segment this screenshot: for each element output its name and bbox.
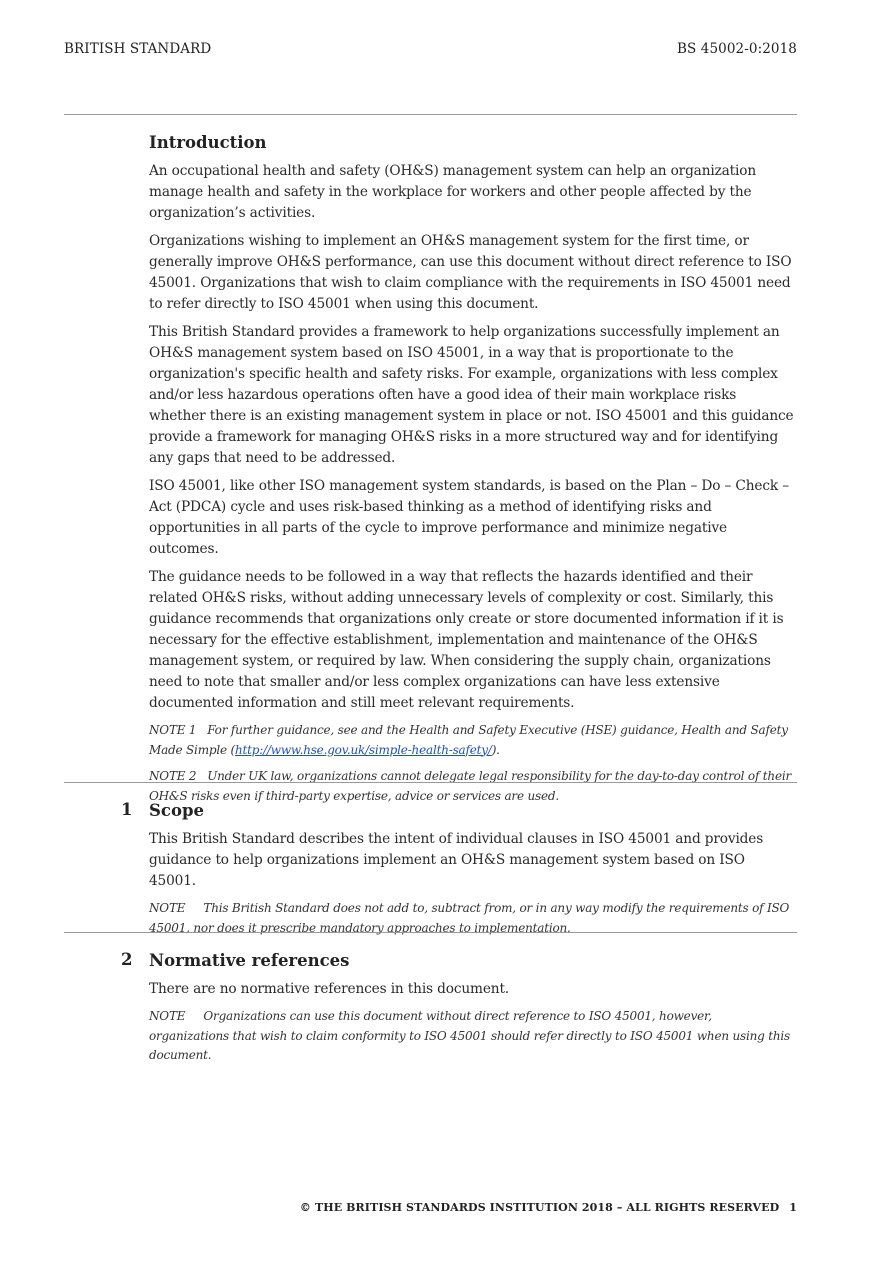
header-document-number: BS 45002-0:2018 xyxy=(677,41,797,57)
note-2-label: NOTE 2 xyxy=(149,769,197,783)
normative-title: Normative references xyxy=(149,951,350,970)
introduction-paragraph-1: An occupational health and safety (OH&S) management system can help an organization manage health and safety in the workplace for workers and other people affected by the organization’s activities. xyxy=(149,163,756,221)
note-1-text-end: ). xyxy=(491,742,500,757)
scope-section xyxy=(64,800,797,945)
introduction-paragraph-3: This British Standard provides a framework to help organizations successfully implement an OH&S management system based on ISO 45001, in a way that is proportionate to the organization's specific health and safety risks. For example, organizations with less complex and/or less hazardous operations often have a good idea of their main workplace risks whether there is an existing management system in place or not. ISO 45001 and this guidance provide a framework for managing OH&S risks in a more structured way and for identifying any gaps that need to be addressed. xyxy=(149,324,794,466)
top-divider xyxy=(64,114,797,115)
introduction-title: Introduction xyxy=(149,133,267,152)
page-header xyxy=(64,41,797,61)
header-standard-label: BRITISH STANDARD xyxy=(64,41,212,57)
hse-guidance-link[interactable]: http://www.hse.gov.uk/simple-health-safety/ xyxy=(235,742,492,757)
note-2-text: Under UK law, organizations cannot delegate legal responsibility for the day-to-day control of their OH&S risks even if third-party expertise, advice or services are used. xyxy=(149,769,792,803)
normative-paragraph: There are no normative references in this document. xyxy=(149,981,510,997)
normative-note-label: NOTE xyxy=(149,1009,186,1023)
scope-paragraph: This British Standard describes the intent of individual clauses in ISO 45001 and provides guidance to help organizations implement an OH&S management system based on ISO 45001. xyxy=(149,831,764,889)
normative-note-text: Organizations can use this document without direct reference to ISO 45001, however, organizations that wish to claim conformity to ISO 45001 should refer directly to ISO 45001 when using this document. xyxy=(149,1009,790,1062)
introduction-section xyxy=(64,132,797,813)
normative-references-section xyxy=(64,950,797,1073)
page-number: 1 xyxy=(789,1201,797,1214)
note-1-label: NOTE 1 xyxy=(149,723,197,737)
introduction-paragraph-5: The guidance needs to be followed in a way that reflects the hazards identified and their related OH&S risks, without adding unnecessary levels of complexity or cost. Similarly, this guidance recommends that organizations only create or store documented information if it is necessary for the effective establishment, implementation and maintenance of the OH&S management system, or required by law. When considering the supply chain, organizations need to note that smaller and/or less complex organizations can have less extensive documented information and still meet relevant requirements. xyxy=(149,569,784,711)
note-1-text: For further guidance, see and the Health and Safety Executive (HSE) guidance, Health and Safety Made Simple ( xyxy=(149,723,788,757)
normative-divider xyxy=(64,932,797,933)
page-footer xyxy=(300,1201,797,1214)
normative-note xyxy=(149,1007,794,1066)
scope-note-label: NOTE xyxy=(149,901,186,915)
scope-note-text: This British Standard does not add to, subtract from, or in any way modify the requirements of ISO 45001, nor does it prescribe mandatory approaches to implementation. xyxy=(149,901,790,935)
scope-title: Scope xyxy=(149,801,205,820)
scope-divider xyxy=(64,782,797,783)
scope-clause-number: 1 xyxy=(121,800,133,819)
introduction-paragraph-2: Organizations wishing to implement an OH&S management system for the first time, or generally improve OH&S performance, can use this document without direct reference to ISO 45001. Organizations that wish to claim compliance with the requirements in ISO 45001 need to refer directly to ISO 45001 when using this document. xyxy=(149,233,792,312)
normative-clause-number: 2 xyxy=(121,950,133,969)
introduction-note-1 xyxy=(149,721,794,760)
copyright-notice: © THE BRITISH STANDARDS INSTITUTION 2018 – ALL RIGHTS RESERVED xyxy=(299,1201,780,1214)
introduction-paragraph-4: ISO 45001, like other ISO management system standards, is based on the Plan – Do – Check – Act (PDCA) cycle and uses risk-based thinking as a method of identifying risks and opportunities in all parts of the cycle to improve performance and minimize negative outcomes. xyxy=(149,478,789,557)
